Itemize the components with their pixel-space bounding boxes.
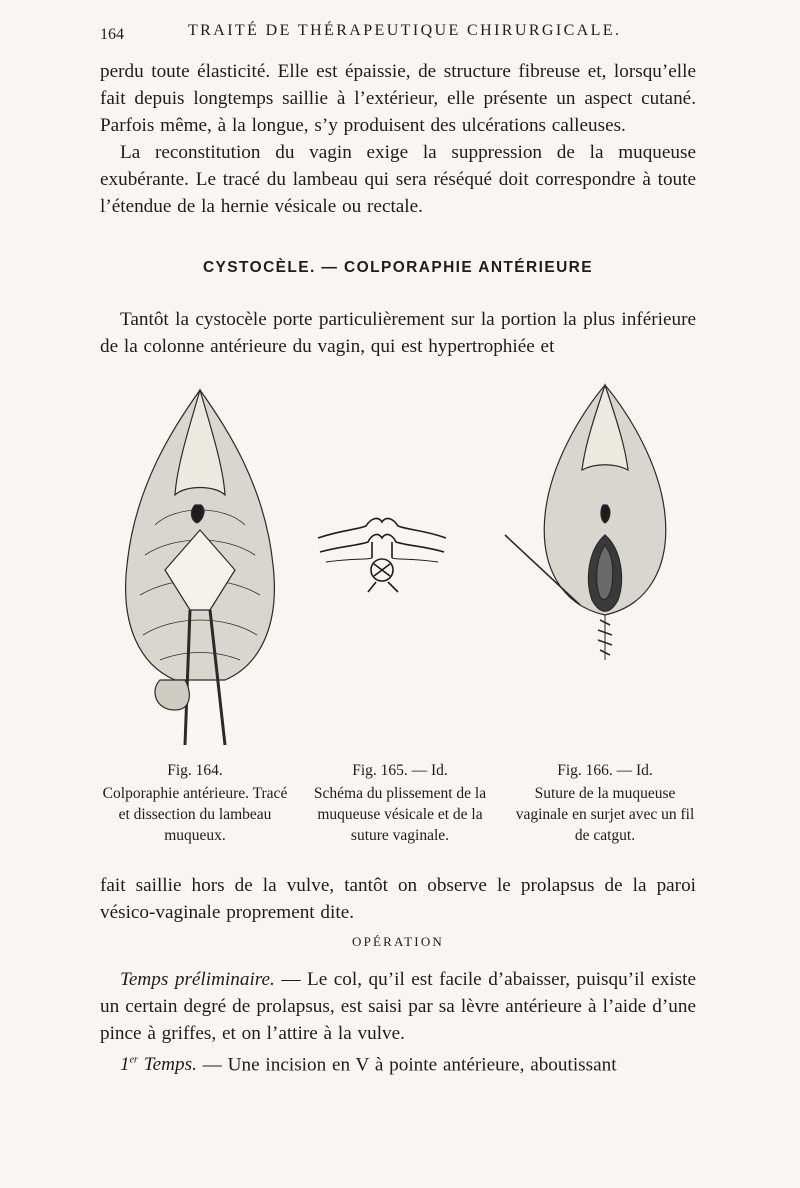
figure-166-text: Suture de la muqueuse vaginale en surjet avec un fil de catgut. [515,785,695,844]
section-text [100,306,696,360]
operation-step-1-title: Temps préliminaire. [120,969,275,990]
section-heading: CYSTOCÈLE. — COLPORAPHIE ANTÉRIEURE [202,259,594,276]
operation-step-2-title: Temps. [137,1054,197,1076]
figure-165-caption [305,760,495,846]
operation-step-1-text: — Le col, qu’il est facile d’abaisser, puisqu’il existe un certain degré de prolapsus, est saisi par sa lèvre antérieure à l’aide d’une pince à griffes, et on l’attire à la vulve. [100,969,696,1044]
continuation-text [100,872,696,926]
operation-step-2-superscript: er [129,1055,138,1066]
page-header [100,20,700,46]
figure-166-caption [510,760,700,846]
figure-165-illustration [316,508,448,600]
intro-paragraph-1: perdu toute élasticité. Elle est épaissie, de structure fibreuse et, lorsqu’elle fait depuis longtemps saillie à l’extérieur, elle présente un aspect cutané. Parfois même, à la longue, s’y produisent des ulcérations calleuses. [100,61,696,136]
page-number: 164 [100,26,124,43]
operation-text [100,966,696,1078]
section-paragraph-1: Tantôt la cystocèle porte particulièrement sur la portion la plus inférieure de la colonne antérieure du vagin, qui est hypertrophiée et [100,309,696,357]
running-title: TRAITÉ DE THÉRAPEUTIQUE CHIRURGICALE. [188,22,622,39]
figure-164-label: Fig. 164. [167,762,223,779]
continuation-paragraph: fait saillie hors de la vulve, tantôt on observe le prolapsus de la paroi vésico-vaginale proprement dite. [100,875,696,923]
figure-165-text: Schéma du plissement de la muqueuse vésicale et de la suture vaginale. [313,785,487,844]
figure-166-label: Fig. 166. — Id. [557,762,653,779]
operation-step-1 [100,966,696,1047]
figure-165-label: Fig. 165. — Id. [352,762,448,779]
operation-step-2-number: 1 [120,1054,130,1076]
intro-paragraph-2: La reconstitution du vagin exige la suppression de la muqueuse exubérante. Le tracé du lambeau qui sera réséqué doit correspondre à toute l’étendue de la hernie vésicale ou rectale. [100,142,696,217]
figure-164-caption [100,760,290,846]
figure-164-illustration [115,365,285,750]
figure-166-illustration [500,375,690,685]
operation-step-2 [100,1047,696,1078]
operation-step-2-text: — Une incision en V à pointe antérieure, aboutissant [196,1054,617,1076]
operation-heading: OPÉRATION [351,934,445,949]
figure-164-text: Colporaphie antérieure. Tracé et dissection du lambeau muqueux. [102,785,288,844]
intro-text [100,58,696,220]
